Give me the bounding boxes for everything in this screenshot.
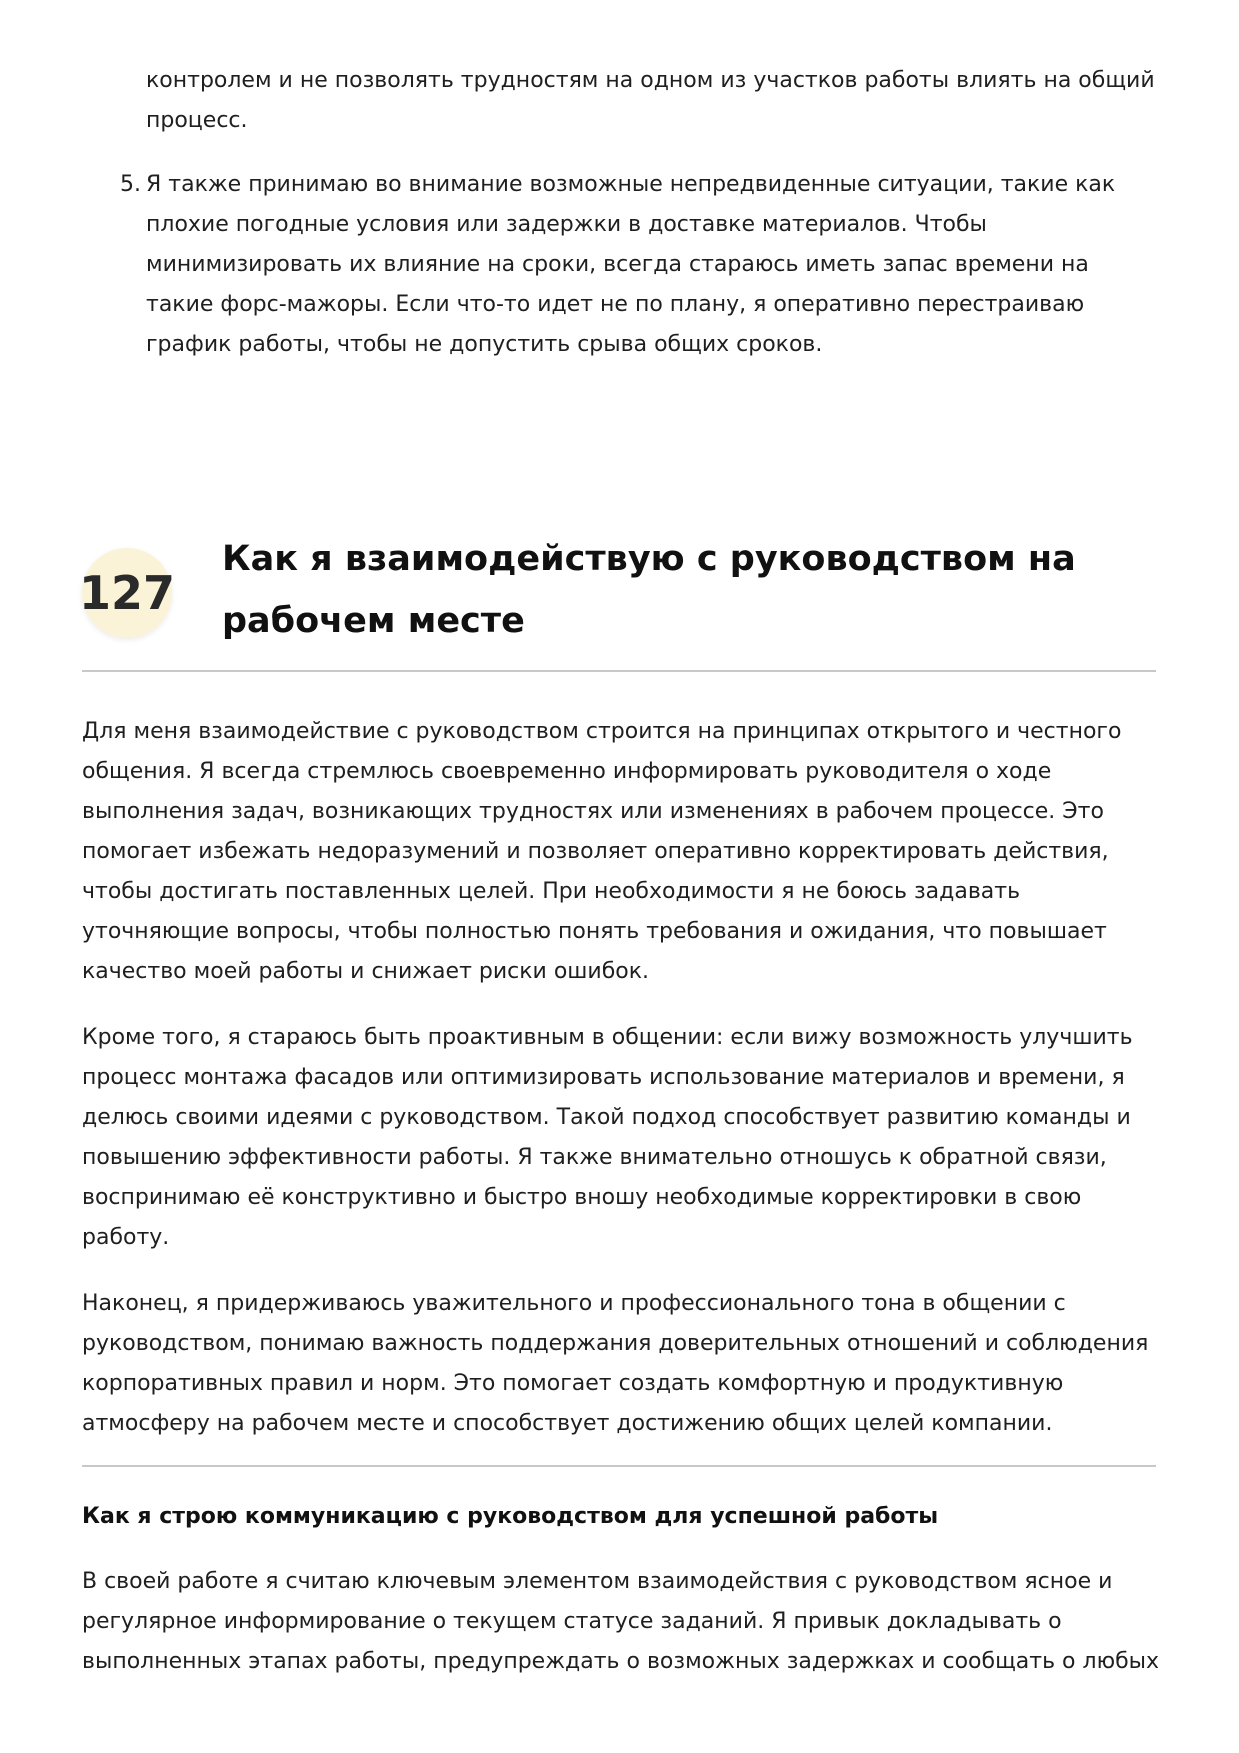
subsection-paragraph: В своей работе я считаю ключевым элементом взаимодействия с руководством ясное и регулярное информирование о текущем статусе заданий. Я привык докладывать о выполненных этапах работы, предупреждать о возможных задержках и сообщать о любых xyxy=(82,1569,1160,1674)
list-item-number: 5. xyxy=(120,172,141,197)
subsection-title: Как я строю коммуникацию с руководством для успешной работы xyxy=(82,1504,939,1529)
chapter-header xyxy=(78,539,1156,672)
list-item-5 xyxy=(120,165,1160,365)
list-item-text: Я также принимаю во внимание возможные непредвиденные ситуации, такие как плохие погодные условия или задержки в доставке материалов. Чтобы минимизировать их влияние на сроки, всегда стараюсь иметь запас времени на такие форс-мажоры. Если что-то идет не по плану, я оперативно перестраиваю график работы, чтобы не допустить срыва общих сроков. xyxy=(146,172,1116,357)
chapter-divider xyxy=(82,670,1156,672)
list-item-continuation: контролем и не позволять трудностям на одном из участков работы влиять на общий процесс. xyxy=(146,68,1155,133)
paragraph-2: Кроме того, я стараюсь быть проактивным в общении: если вижу возможность улучшить процесс монтажа фасадов или оптимизировать использование материалов и времени, я делюсь своими идеями с руководством. Такой подход способствует развитию команды и повышению эффективности работы. Я также внимательно отношусь к обратной связи, воспринимаю её конструктивно и быстро вношу необходимые корректировки в свою работу. xyxy=(82,1025,1133,1250)
chapter-number-badge: 127 xyxy=(82,548,172,638)
paragraph-3: Наконец, я придерживаюсь уважительного и профессионального тона в общении с руководством, понимаю важность поддержания доверительных отношений и соблюдения корпоративных правил и норм. Это помогает создать комфортную и продуктивную атмосферу на рабочем месте и способствует достижению общих целей компании. xyxy=(82,1291,1149,1436)
chapter-title: Как я взаимодействую с руководством на рабочем месте xyxy=(222,539,1076,641)
section-divider xyxy=(82,1465,1156,1467)
paragraph-1: Для меня взаимодействие с руководством строится на принципах открытого и честного общения. Я всегда стремлюсь своевременно информировать руководителя о ходе выполнения задач, возникающих трудностях или изменениях в рабочем процессе. Это помогает избежать недоразумений и позволяет оперативно корректировать действия, чтобы достигать поставленных целей. При необходимости я не боюсь задавать уточняющие вопросы, чтобы полностью понять требования и ожидания, что повышает качество моей работы и снижает риски ошибок. xyxy=(82,719,1122,984)
